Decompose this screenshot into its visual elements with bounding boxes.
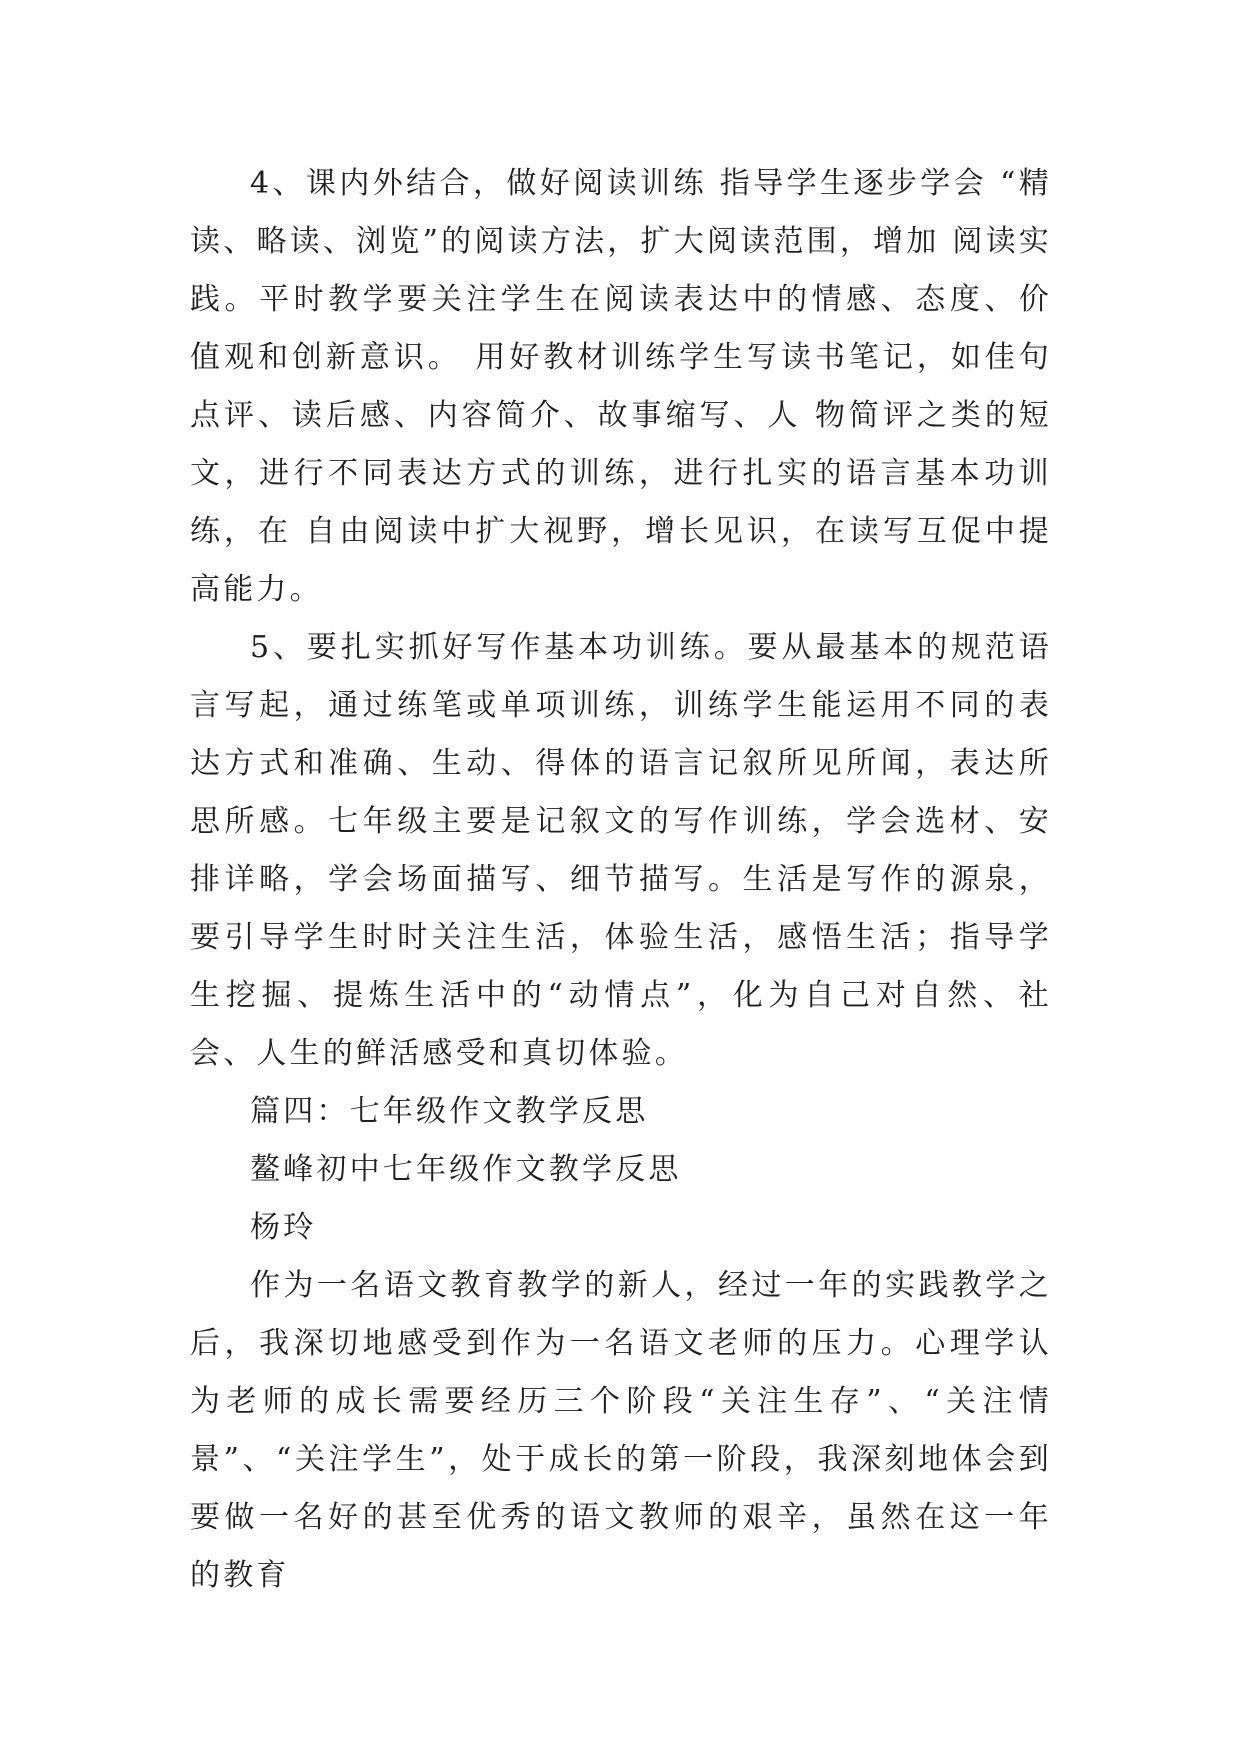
article-title: 鳌峰初中七年级作文教学反思 bbox=[250, 1152, 682, 1187]
section-heading: 篇四：七年级作文教学反思 bbox=[250, 1094, 649, 1129]
paragraph-writing-training: 5、要扎实抓好写作基本功训练。要从最基本的规范语言写起，通过练笔或单项训练，训练学生能运用不同的表达方式和准确、生动、得体的语言记叙所见所闻，表达所思所感。七年级主要是记叙文的写作训练，学会选材、安排详略，学会场面描写、细节描写。生活是写作的源泉，要引导学生时时关注生活，体验生活，感悟生活；指导学生挖掘、提炼生活中的“动情点”，化为自己对自然、社会、人生的鲜活感受和真切体验。 bbox=[190, 630, 1052, 1071]
author-name: 杨玲 bbox=[250, 1210, 317, 1245]
paragraph-reflection-intro: 作为一名语文教育教学的新人，经过一年的实践教学之后，我深切地感受到作为一名语文老师的压力。心理学认为老师的成长需要经历三个阶段“关注生存”、“关注情景”、“关注学生”，处于成长的第一阶段，我深刻地体会到要做一名好的甚至优秀的语文教师的艰辛，虽然在这一年的教育 bbox=[190, 1268, 1052, 1593]
paragraph-reading-training: 4、课内外结合，做好阅读训练 指导学生逐步学会 “精读、略读、浏览”的阅读方法，扩大阅读范围，增加 阅读实践。平时教学要关注学生在阅读表达中的情感、态度、价值观和创新意识。 用好教材训练学生写读书笔记，如佳句点评、读后感、内容简介、故事缩写、人 物简评之类的短文，进行不同表达方式的训练，进行扎实的语言基本功训练，在 自由阅读中扩大视野，增长见识，在读写互促中提高能力。 bbox=[190, 166, 1052, 607]
document-page bbox=[190, 155, 1052, 1605]
